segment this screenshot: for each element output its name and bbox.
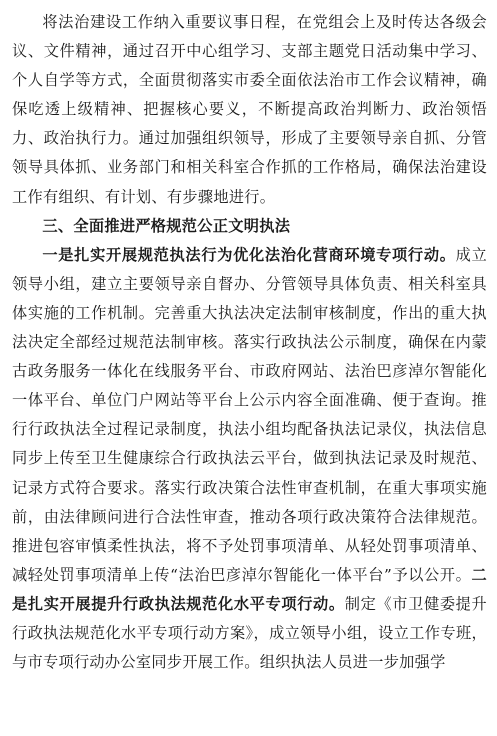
- lead-phrase-second: 二是扎实开展提升行政执法规范化水平专项行动。: [12, 565, 487, 613]
- lead-phrase-first: 一是扎实开展规范执法行为优化法治化营商环境专项行动。: [42, 245, 456, 264]
- body-text-second: 制定《市卫健委提升行政执法规范化水平专项行动方案》，成立领导小组，设立工作专班，与市专项行动办公室同步开展工作。组织执法人员进一步加强学: [12, 594, 487, 672]
- paragraph-law-enforcement: [12, 241, 487, 677]
- section-heading: 三、全面推进严格规范公正文明执法: [42, 216, 291, 235]
- body-text-first: 成立领导小组，建立主要领导亲自督办、分管领导具体负责、相关科室具体实施的工作机制。完善重大执法决定法制审核制度，作出的重大执法决定全部经过规范法制审核。落实行政执法公示制度，确保在内蒙古政务服务一体化在线服务平台、市政府网站、法治巴彦淖尔智能化一体平台、单位门户网站等平台上公示内容全面准确、便于查询。推行行政执法全过程记录制度，执法小组均配备执法记录仪，执法信息同步上传至卫生健康综合行政执法云平台，做到执法记录及时规范、记录方式符合要求。落实行政决策合法性审查机制，在重大事项实施前，由法律顾问进行合法性审查，推动各项行政决策符合法律规范。推进包容审慎柔性执法，将不予处罚事项清单、从轻处罚事项清单、减轻处罚事项清单上传“法治巴彦淖尔智能化一体平台”予以公开。: [12, 245, 487, 584]
- paragraph-leadership: 将法治建设工作纳入重要议事日程，在党组会上及时传达各级会议、文件精神，通过召开中心组学习、支部主题党日活动集中学习、个人自学等方式，全面贯彻落实市委全面依法治市工作会议精神，确保吃透上级精神、把握核心要义，不断提高政治判断力、政治领悟力、政治执行力。通过加强组织领导，形成了主要领导亲自抓、分管领导具体抓、业务部门和相关科室合作抓的工作格局，确保法治建设工作有组织、有计划、有步骤地进行。: [12, 13, 487, 206]
